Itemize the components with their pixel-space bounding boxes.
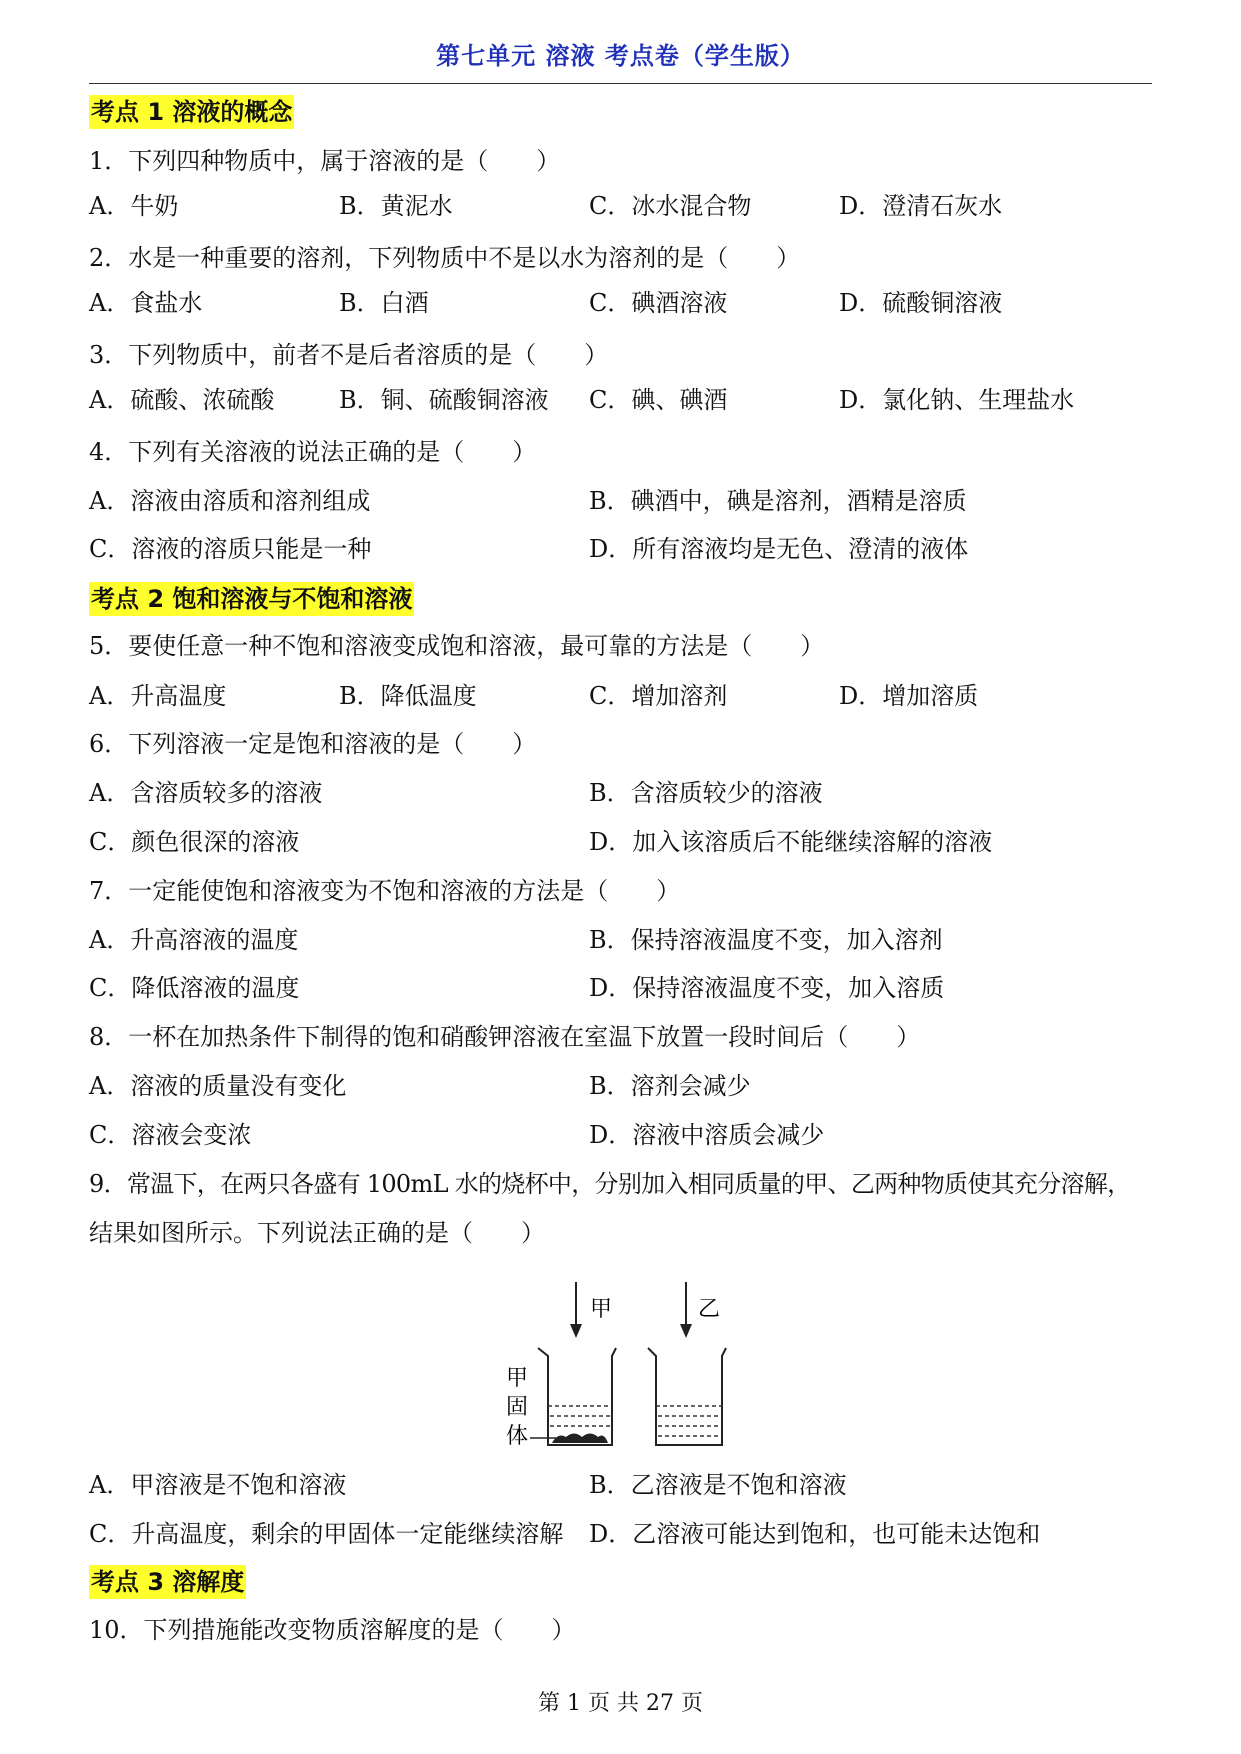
right-beaker	[648, 1348, 726, 1445]
q3-option-a: A．硫酸、浓硫酸	[89, 386, 275, 414]
q6-option-b: B．含溶质较少的溶液	[589, 779, 823, 807]
header-rule	[89, 83, 1152, 84]
q9-option-a: A．甲溶液是不饱和溶液	[89, 1471, 347, 1499]
figure-label-jia: 甲	[590, 1297, 613, 1322]
q1-option-d: D．澄清石灰水	[839, 192, 1003, 220]
question-9-stem: 9．常温下，在两只各盛有 100mL 水的烧杯中，分别加入相同质量的甲、乙两种物质使其充分溶解，	[89, 1170, 1131, 1198]
q8-option-d: D．溶液中溶质会减少	[589, 1121, 825, 1149]
section-heading-1: 考点 1 溶液的概念	[89, 95, 294, 129]
page-number: 第 1 页 共 27 页	[538, 1691, 703, 1716]
question-4-stem: 4．下列有关溶液的说法正确的是（ ）	[89, 438, 537, 466]
q9-option-b: B．乙溶液是不饱和溶液	[589, 1471, 847, 1499]
q3-option-b: B．铜、硫酸铜溶液	[339, 386, 549, 414]
q1-option-b: B．黄泥水	[339, 192, 453, 220]
question-10-stem: 10．下列措施能改变物质溶解度的是（ ）	[89, 1616, 576, 1644]
q6-option-d: D．加入该溶质后不能继续溶解的溶液	[589, 828, 993, 856]
q2-option-b: B．白酒	[339, 289, 429, 317]
undissolved-solid	[552, 1434, 608, 1444]
section-heading-2: 考点 2 饱和溶液与不饱和溶液	[89, 582, 414, 616]
q7-option-c: C．降低溶液的温度	[89, 974, 300, 1002]
side-label-1: 甲	[506, 1366, 529, 1391]
q2-option-a: A．食盐水	[89, 289, 203, 317]
q6-option-c: C．颜色很深的溶液	[89, 828, 300, 856]
side-label-2: 固	[506, 1395, 529, 1420]
q8-option-c: C．溶液会变浓	[89, 1121, 252, 1149]
q9-option-c: C．升高温度，剩余的甲固体一定能继续溶解	[89, 1520, 564, 1548]
q8-option-a: A．溶液的质量没有变化	[89, 1072, 347, 1100]
side-label-3: 体	[506, 1424, 529, 1449]
question-8-stem: 8．一杯在加热条件下制得的饱和硝酸钾溶液在室温下放置一段时间后（ ）	[89, 1023, 921, 1051]
q7-option-d: D．保持溶液温度不变，加入溶质	[589, 974, 945, 1002]
q9-option-d: D．乙溶液可能达到饱和，也可能未达饱和	[589, 1520, 1041, 1548]
q5-option-d: D．增加溶质	[839, 682, 979, 710]
q7-option-a: A．升高溶液的温度	[89, 926, 299, 954]
question-3-stem: 3．下列物质中，前者不是后者溶质的是（ ）	[89, 341, 609, 369]
q3-option-c: C．碘、碘酒	[589, 386, 728, 414]
q4-option-a: A．溶液由溶质和溶剂组成	[89, 487, 371, 515]
question-7-stem: 7．一定能使饱和溶液变为不饱和溶液的方法是（ ）	[89, 877, 681, 905]
q4-option-d: D．所有溶液均是无色、澄清的液体	[589, 535, 969, 563]
q1-option-c: C．冰水混合物	[589, 192, 752, 220]
question-9-stem-continued: 结果如图所示。下列说法正确的是（ ）	[89, 1219, 545, 1247]
question-1-stem: 1．下列四种物质中，属于溶液的是（ ）	[89, 147, 561, 175]
q6-option-a: A．含溶质较多的溶液	[89, 779, 323, 807]
q2-option-c: C．碘酒溶液	[589, 289, 728, 317]
q2-option-d: D．硫酸铜溶液	[839, 289, 1003, 317]
q5-option-a: A．升高温度	[89, 682, 227, 710]
question-5-stem: 5．要使任意一种不饱和溶液变成饱和溶液，最可靠的方法是（ ）	[89, 632, 825, 660]
q1-option-a: A．牛奶	[89, 192, 179, 220]
q5-option-b: B．降低温度	[339, 682, 477, 710]
q7-option-b: B．保持溶液温度不变，加入溶剂	[589, 926, 943, 954]
question-6-stem: 6．下列溶液一定是饱和溶液的是（ ）	[89, 730, 537, 758]
document-title: 第七单元 溶液 考点卷（学生版）	[436, 42, 805, 70]
section-heading-3: 考点 3 溶解度	[89, 1565, 246, 1599]
q5-option-c: C．增加溶剂	[589, 682, 728, 710]
left-beaker	[538, 1348, 616, 1445]
question-2-stem: 2．水是一种重要的溶剂，下列物质中不是以水为溶剂的是（ ）	[89, 244, 801, 272]
beaker-figure	[500, 1280, 750, 1460]
q8-option-b: B．溶剂会减少	[589, 1072, 751, 1100]
q3-option-d: D．氯化钠、生理盐水	[839, 386, 1075, 414]
figure-label-yi: 乙	[698, 1297, 721, 1322]
q4-option-b: B．碘酒中，碘是溶剂，酒精是溶质	[589, 487, 967, 515]
q4-option-c: C．溶液的溶质只能是一种	[89, 535, 372, 563]
